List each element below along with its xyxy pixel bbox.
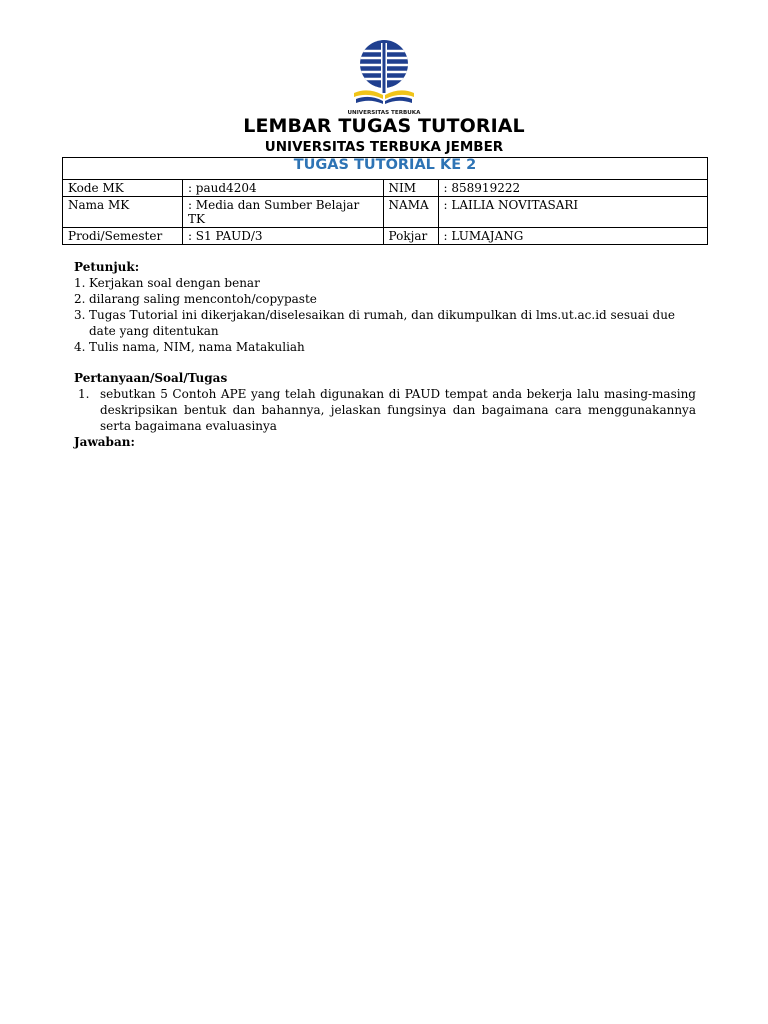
answer-label: Jawaban: xyxy=(74,435,135,449)
label-pokjar: Pokjar xyxy=(383,228,438,245)
value-nama-mk: : Media dan Sumber Belajar TK xyxy=(182,197,383,228)
document-body xyxy=(74,259,696,450)
list-item xyxy=(74,307,696,339)
label-prodi-semester: Prodi/Semester xyxy=(63,228,183,245)
list-text: Kerjakan soal dengan benar xyxy=(89,276,260,290)
instructions-heading: Petunjuk: xyxy=(74,260,140,274)
list-number: 4. xyxy=(74,340,86,354)
document-title: LEMBAR TUGAS TUTORIAL xyxy=(243,115,525,137)
logo-caption: UNIVERSITAS TERBUKA xyxy=(347,110,421,116)
value-prodi-semester: : S1 PAUD/3 xyxy=(182,228,383,245)
university-emblem-icon xyxy=(346,37,422,117)
list-item xyxy=(74,339,696,355)
question-text: sebutkan 5 Contoh APE yang telah digunakan di PAUD tempat anda bekerja lalu masing-masing deskripsikan bentuk dan bahannya, jelaskan fungsinya dan bagaimana cara menggunakannya serta bagaimana evaluasinya xyxy=(100,387,696,433)
instructions-list xyxy=(74,275,696,355)
table-row xyxy=(63,197,708,228)
list-number: 1. xyxy=(74,276,86,290)
list-number: 2. xyxy=(74,292,86,306)
list-item xyxy=(74,275,696,291)
assignment-heading: TUGAS TUTORIAL KE 2 xyxy=(63,158,708,180)
table-heading-row xyxy=(63,158,708,180)
document-subtitle: UNIVERSITAS TERBUKA JEMBER xyxy=(264,139,504,155)
value-nama: : LAILIA NOVITASARI xyxy=(438,197,707,228)
question-number: 1. xyxy=(78,387,90,401)
list-number: 3. xyxy=(74,308,86,322)
questions-list xyxy=(74,386,696,434)
list-item xyxy=(74,291,696,307)
label-kode-mk: Kode MK xyxy=(63,180,183,197)
assignment-info-table xyxy=(62,157,708,245)
value-nim: : 858919222 xyxy=(438,180,707,197)
label-nama: NAMA xyxy=(383,197,438,228)
university-logo xyxy=(346,37,422,117)
label-nama-mk: Nama MK xyxy=(63,197,183,228)
list-text: Tulis nama, NIM, nama Matakuliah xyxy=(89,340,305,354)
table-row xyxy=(63,228,708,245)
question-item xyxy=(74,386,696,434)
table-row xyxy=(63,180,708,197)
list-text: Tugas Tutorial ini dikerjakan/diselesaikan di rumah, dan dikumpulkan di lms.ut.ac.id sesuai due date yang ditentukan xyxy=(89,308,676,338)
value-pokjar: : LUMAJANG xyxy=(438,228,707,245)
label-nim: NIM xyxy=(383,180,438,197)
questions-heading: Pertanyaan/Soal/Tugas xyxy=(74,371,228,385)
list-text: dilarang saling mencontoh/copypaste xyxy=(89,292,317,306)
value-kode-mk: : paud4204 xyxy=(182,180,383,197)
